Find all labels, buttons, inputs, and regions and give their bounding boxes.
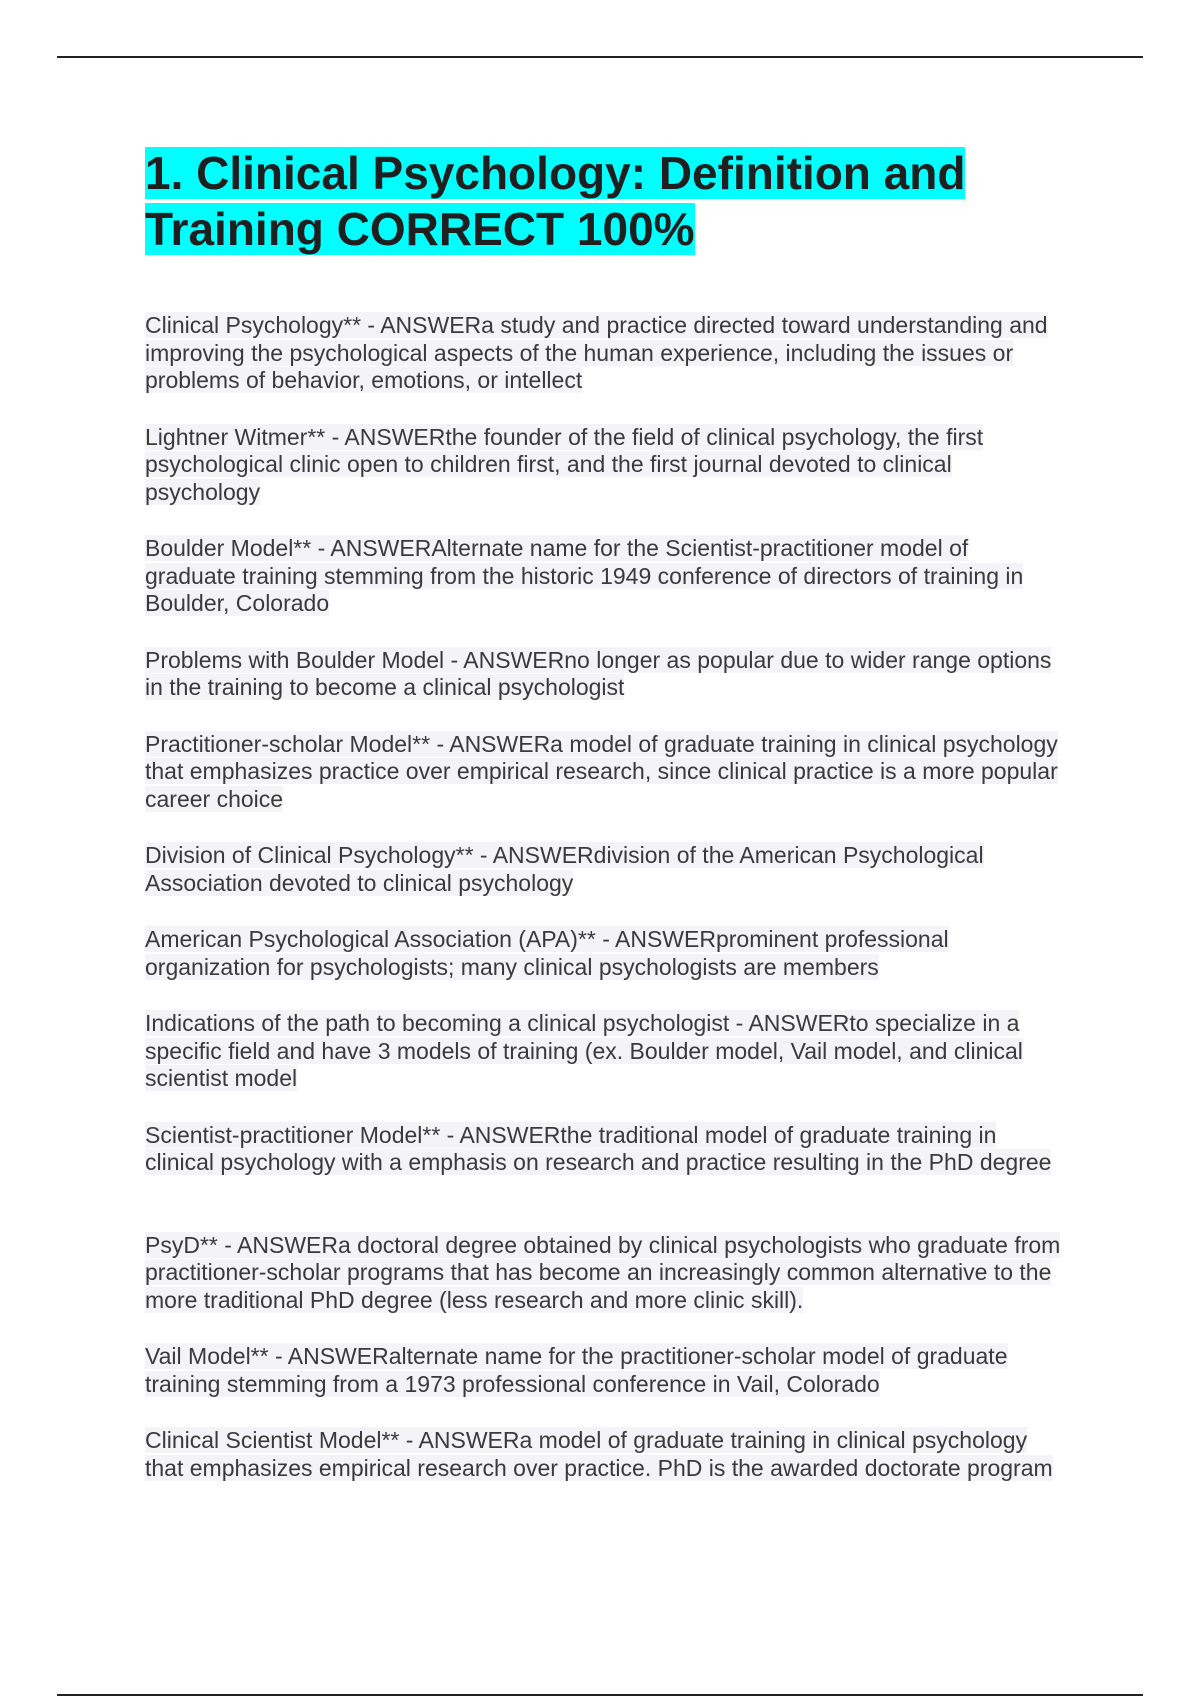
qa-entry (145, 842, 1065, 897)
qa-entry-text: Clinical Psychology** - ANSWERa study and practice directed toward understanding and improving the psychological aspects of the human experience, including the issues or problems of behavior, emotions, or intellect (145, 312, 1048, 393)
qa-entry-text: Scientist-practitioner Model** - ANSWERthe traditional model of graduate training in clinical psychology with a emphasis on research and practice resulting in the PhD degree (145, 1121, 1052, 1175)
qa-entry (145, 312, 1065, 395)
qa-entry-text: Lightner Witmer** - ANSWERthe founder of the field of clinical psychology, the first psychological clinic open to children first, and the first journal devoted to clinical psychology (145, 423, 984, 505)
qa-entry (145, 1343, 1065, 1398)
qa-entry-text: Indications of the path to becoming a clinical psychologist - ANSWERto specialize in a specific field and have 3 models of training (ex. Boulder model, Vail model, and clinical scientist model (145, 1010, 1023, 1091)
qa-entry-text: Vail Model** - ANSWERalternate name for the practitioner-scholar model of graduate training stemming from a 1973 professional conference in Vail, Colorado (145, 1343, 1008, 1397)
document-page (145, 145, 1065, 1511)
qa-entry-text: Division of Clinical Psychology** - ANSWERdivision of the American Psychological Association devoted to clinical psychology (145, 842, 984, 896)
qa-entry (145, 535, 1065, 618)
qa-entry (145, 424, 1065, 507)
qa-entry (145, 1427, 1065, 1482)
page-top-rule (57, 56, 1143, 58)
qa-entry-text: Problems with Boulder Model - ANSWERno longer as popular due to wider range options in the training to become a clinical psychologist (145, 646, 1052, 700)
qa-entry (145, 647, 1065, 702)
page-bottom-rule (57, 1694, 1143, 1696)
qa-entry (145, 1232, 1065, 1315)
qa-entry (145, 1122, 1065, 1177)
title-highlight: 1. Clinical Psychology: Definition and Training CORRECT 100% (145, 147, 966, 255)
qa-entry (145, 1010, 1065, 1093)
qa-entry-text: Boulder Model** - ANSWERAlternate name for the Scientist-practitioner model of graduate training stemming from the historic 1949 conference of directors of training in Boulder, Colorado (145, 535, 1024, 616)
qa-entry-text: Practitioner-scholar Model** - ANSWERa model of graduate training in clinical psychology that emphasizes practice over empirical research, since clinical practice is a more popular career choice (145, 730, 1058, 812)
qa-entry-list (145, 312, 1065, 1482)
qa-entry-text: Clinical Scientist Model** - ANSWERa model of graduate training in clinical psychology that emphasizes empirical research over practice. PhD is the awarded doctorate program (145, 1427, 1053, 1481)
qa-entry-text: PsyD** - ANSWERa doctoral degree obtained by clinical psychologists who graduate from practitioner-scholar programs that has become an increasingly common alternative to the more traditional PhD degree (less research and more clinic skill). (145, 1231, 1061, 1313)
qa-entry (145, 926, 1065, 981)
document-title (145, 145, 1065, 257)
qa-entry (145, 731, 1065, 814)
qa-entry-text: American Psychological Association (APA)** - ANSWERprominent professional organization for psychologists; many clinical psychologists are members (145, 926, 949, 980)
